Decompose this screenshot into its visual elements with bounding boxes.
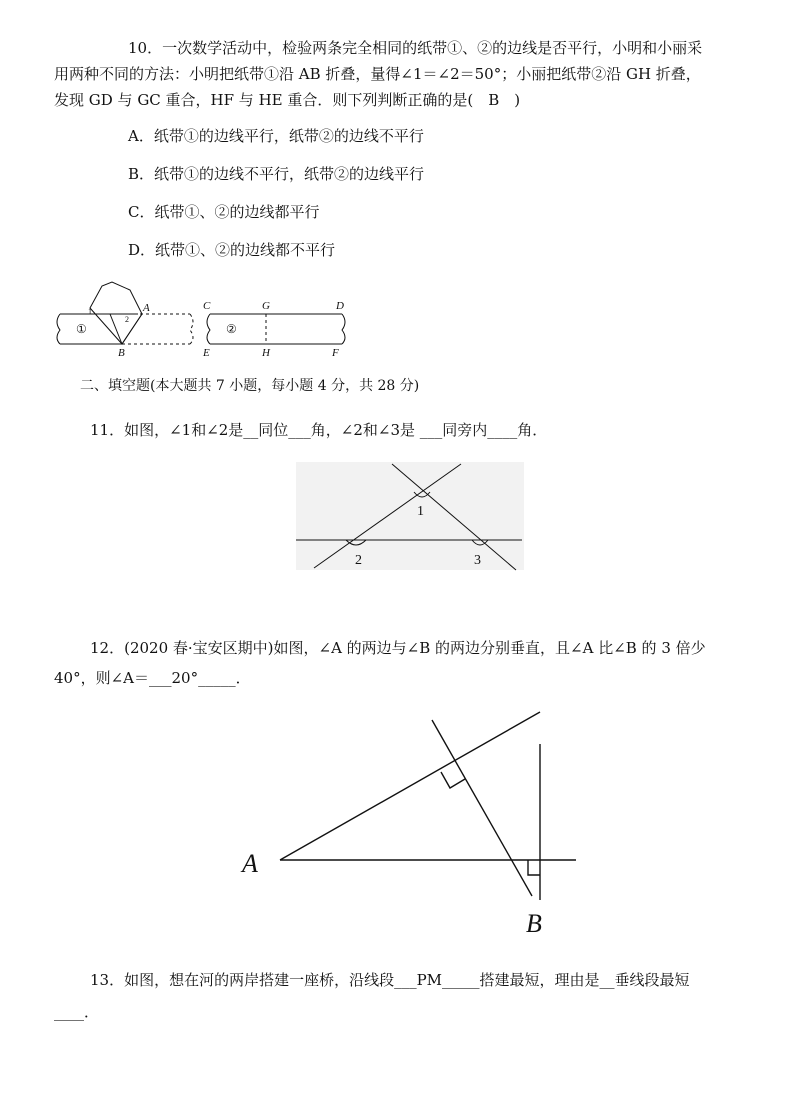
strip2-wavy-right-edge [342,314,345,344]
point-g-label: G [262,300,270,312]
fold-crease [110,314,122,344]
q10-paper-strips-figure [50,280,350,360]
strip1-dashed-right-edge [190,314,193,344]
strip1-folded-flap [90,282,142,344]
q13-line-2: ____． [54,1003,100,1021]
q10-option-a: A．纸带①的边线平行，纸带②的边线不平行 [128,127,424,145]
point-b-label: B [526,909,542,938]
point-c-label: C [203,300,211,312]
angle-2-label: 2 [125,315,129,324]
angle-a-upper-side [280,712,540,860]
q10-line-3: 发现 GD 与 GC 重合，HF 与 HE 重合．则下列判断正确的是( B ) [54,91,521,109]
strip2-wavy-left-edge [207,314,210,344]
q11-figure-background [296,462,524,570]
strip1-wavy-left-edge [57,314,60,344]
angle-3-label: 3 [474,553,481,568]
right-angle-mark-lower [528,860,540,875]
q10-option-c: C．纸带①、②的边线都平行 [128,203,320,221]
point-a-label: A [143,302,150,314]
right-angle-mark-upper [441,772,465,788]
angle-b-slanted-side [432,720,532,896]
strip1-label: ① [76,322,87,336]
point-b-label: B [118,347,125,359]
q11-text: 11．如图，∠1和∠2是__同位___角，∠2和∠3是 ___同旁内____角． [90,421,548,439]
q10-line-2: 用两种不同的方法：小明把纸带①沿 AB 折叠，量得∠1＝∠2＝50°；小丽把纸带②沿 GH 折叠， [54,65,701,83]
q11-angles-figure [296,462,524,574]
q10-line-1: 10．一次数学活动中，检验两条完全相同的纸带①、②的边线是否平行，小明和小丽采 [128,39,703,57]
point-e-label: E [203,347,210,359]
point-h-label: H [262,347,270,359]
q10-option-b: B．纸带①的边线不平行，纸带②的边线平行 [128,165,425,183]
q12-line-2: 40°，则∠A＝___20°_____． [54,669,251,687]
q12-line-1: 12．(2020 春·宝安区期中)如图，∠A 的两边与∠B 的两边分别垂直，且∠A 比∠B 的 3 倍少 [90,639,706,657]
point-f-label: F [332,347,339,359]
angle-1-label: 1 [417,504,424,519]
q10-option-d: D．纸带①、②的边线都不平行 [128,241,336,259]
point-d-label: D [336,300,344,312]
angle-1-label: 1 [88,307,92,316]
q12-perpendicular-figure [236,700,586,940]
section-2-heading: 二、填空题(本大题共 7 小题，每小题 4 分，共 28 分) [80,378,420,394]
angle-2-label: 2 [355,553,362,568]
point-a-label: A [242,849,258,878]
q13-line-1: 13．如图，想在河的两岸搭建一座桥，沿线段___PM_____搭建最短，理由是__垂线段最短 [90,971,690,989]
strip2-label: ② [226,322,237,336]
